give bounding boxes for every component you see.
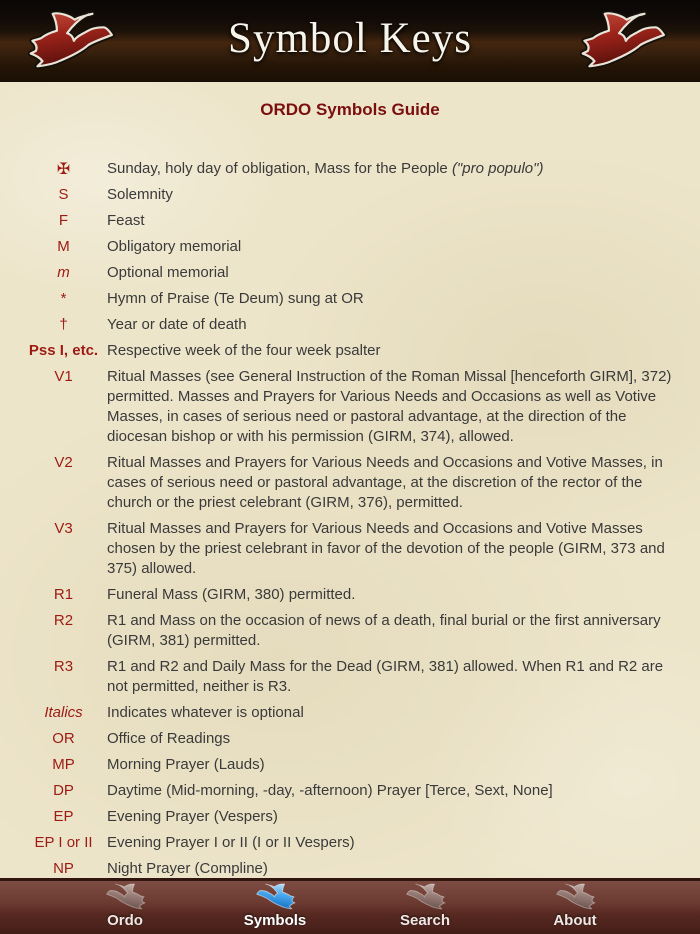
symbol-description [107,263,700,283]
symbols-guide-content[interactable] [0,82,700,878]
symbol-key: m [57,264,70,281]
symbol-desc-text: Ritual Masses and Prayers for Various Needs and Occasions and Votive Masses chosen by the priest celebrant in favor of the devotion of the people (GIRM, 373 and 375) allowed. [107,520,665,577]
symbol-row [20,453,700,513]
header [0,0,700,82]
symbol-description [107,519,700,579]
tab-about[interactable] [500,881,650,934]
symbol-description [107,657,700,697]
symbol-row [20,833,700,853]
symbol-desc-text: Office of Readings [107,730,231,747]
symbol-desc-text: Feast [107,212,145,229]
symbol-key: NP [53,860,74,877]
symbol-description [107,185,700,205]
symbol-key: R3 [53,658,74,675]
symbol-row [20,729,700,749]
symbol-desc-text: Night Prayer (Compline) [107,860,268,877]
symbol-desc-text: R1 and Mass on the occasion of news of a death, final burial or the first anniversary (GIRM, 381) permitted. [107,612,661,649]
symbol-desc-italic: ("pro populo") [451,160,544,177]
symbol-row [20,367,700,447]
symbol-description [107,367,700,447]
symbol-description [107,859,700,878]
symbol-desc-text: Evening Prayer (Vespers) [107,808,278,825]
symbol-desc-text: Morning Prayer (Lauds) [107,756,265,773]
symbol-description [107,453,700,513]
symbol-key: * [60,290,67,307]
symbol-description [107,585,700,605]
symbol-description [107,755,700,775]
tab-label: Ordo [107,912,143,929]
symbol-row [20,703,700,723]
symbol-key: Pss I, etc. [28,342,99,359]
symbol-desc-text: Ritual Masses and Prayers for Various Needs and Occasions and Votive Masses, in cases of serious need or pastoral advantage, at the discretion of the rector of the church or the priest celebrant (GIRM, 376), permitted. [107,454,663,511]
symbol-key: OR [52,730,75,747]
symbol-row [20,315,700,335]
symbol-row [20,263,700,283]
symbol-description [107,211,700,231]
symbol-key: M [57,238,70,255]
symbol-row [20,859,700,878]
symbol-key: R2 [53,612,74,629]
symbol-key: EP [53,808,74,825]
symbol-key: EP I or II [34,834,93,851]
symbol-row [20,211,700,231]
symbol-key: MP [52,756,75,773]
tab-label: About [553,912,597,929]
symbol-key: F [58,212,69,229]
symbol-desc-text: Optional memorial [107,264,229,281]
dove-icon [402,881,448,912]
dove-logo-left-icon [26,7,120,73]
symbol-row [20,611,700,651]
guide-title: ORDO Symbols Guide [260,100,440,119]
symbol-row [20,807,700,827]
symbol-row [20,585,700,605]
symbol-row [20,519,700,579]
symbol-desc-text: Year or date of death [107,316,247,333]
symbol-key: V2 [54,454,73,471]
symbol-desc-text: Indicates whatever is optional [107,704,304,721]
symbol-desc-text: Respective week of the four week psalter [107,342,381,359]
tab-label: Search [399,912,451,929]
symbol-key: V3 [54,520,73,537]
symbol-desc-text: Obligatory memorial [107,238,242,255]
page-title: Symbol Keys [228,15,472,62]
symbol-description [107,611,700,651]
symbol-description [107,237,700,257]
symbol-desc-text: R1 and R2 and Daily Mass for the Dead (GIRM, 381) allowed. When R1 and R2 are not permitted, neither is R3. [107,658,664,695]
symbol-description [107,315,700,335]
symbol-description [107,341,700,361]
symbol-desc-text: Evening Prayer I or II (I or II Vespers) [107,834,355,851]
symbol-key: Italics [44,704,83,721]
symbols-list [0,159,700,878]
symbol-row [20,237,700,257]
symbol-description [107,703,700,723]
symbol-row [20,185,700,205]
symbol-description [107,289,700,309]
tab-search[interactable] [350,881,500,934]
symbol-row [20,781,700,801]
symbol-desc-text: Ritual Masses (see General Instruction of the Roman Missal [henceforth GIRM], 372) permitted. Masses and Prayers for Various Needs and Occasions as well as Votive Masses, in cases of serious need or pastoral advantage, at the direction of the diocesan bishop or with his permission (GIRM, 374), allowed. [107,368,672,445]
symbol-desc-text: Daytime (Mid-morning, -day, -afternoon) Prayer [Terce, Sext, None] [107,782,553,799]
symbol-description [107,159,700,179]
tab-ordo[interactable] [50,881,200,934]
symbol-row [20,657,700,697]
symbol-key: DP [53,782,74,799]
symbol-description [107,833,700,853]
symbol-row [20,159,700,179]
symbol-row [20,289,700,309]
symbol-key: † [59,316,68,333]
symbol-desc-text: Hymn of Praise (Te Deum) sung at OR [107,290,364,307]
dove-icon [252,881,298,912]
symbol-row [20,755,700,775]
symbol-desc-text: Sunday, holy day of obligation, Mass for the People [107,160,452,177]
symbol-key: V1 [54,368,73,385]
dove-icon [102,881,148,912]
symbol-description [107,781,700,801]
tab-bar [0,878,700,934]
symbol-description [107,807,700,827]
symbol-key: S [58,186,69,203]
symbol-desc-text: Funeral Mass (GIRM, 380) permitted. [107,586,356,603]
dove-logo-right-icon [578,7,672,73]
symbol-row [20,341,700,361]
symbol-description [107,729,700,749]
tab-symbols[interactable] [200,881,350,934]
tab-label: Symbols [243,912,307,929]
symbol-key: ✠ [56,159,71,178]
symbol-key: R1 [53,586,74,603]
dove-icon [552,881,598,912]
symbol-desc-text: Solemnity [107,186,173,203]
